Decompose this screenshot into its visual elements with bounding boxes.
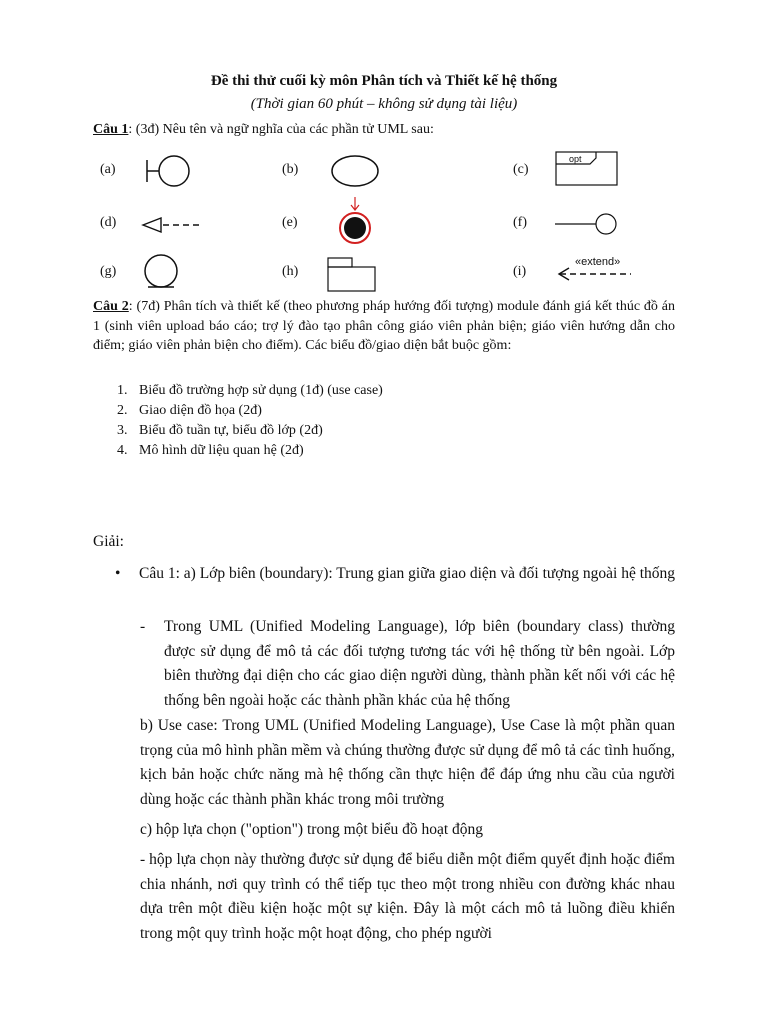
answer-q1c: c) hộp lựa chọn ("option") trong một biểu đồ hoạt động [140, 821, 484, 838]
list-item: 1. Biểu đồ trường hợp sử dụng (1đ) (use case) [117, 383, 383, 398]
opt-fragment-tag: opt [569, 154, 582, 164]
extend-tag: «extend» [575, 256, 621, 268]
symbol-label-i: (i) [513, 264, 527, 279]
answer-q1c-detail: - hộp lựa chọn này thường được sử dụng để biểu diễn một điểm quyết định hoặc điểm chia nhánh, nơi quy trình có thể tiếp tục theo một trong nhiều con đường khác nhau dựa trên một điều kiện hoặc một sự kiện. Đây là một cách mô tả luồng điều khiển trong một quy trình hoặc một hoạt động, cho phép người [140, 851, 675, 942]
symbol-label-e: (e) [282, 215, 298, 230]
symbol-label-a: (a) [100, 162, 116, 177]
symbol-label-b: (b) [282, 162, 299, 177]
entity-class-icon [140, 253, 182, 291]
question-1-label: Câu 1 [93, 122, 129, 137]
list-item: 3. Biểu đồ tuần tự, biểu đồ lớp (2đ) [117, 423, 323, 438]
question-2 [93, 297, 675, 356]
question-2-label: Câu 2 [93, 299, 129, 314]
list-item: 2. Giao diện đồ họa (2đ) [117, 403, 262, 418]
extend-arrow-icon [555, 254, 635, 284]
answer-heading: Giải: [93, 533, 124, 550]
package-icon [326, 256, 378, 294]
symbol-label-g: (g) [100, 264, 117, 279]
opt-fragment-icon [554, 150, 620, 188]
exam-title: Đề thi thử cuối kỳ môn Phân tích và Thiết kế hệ thống [210, 73, 558, 89]
answer-q1b: b) Use case: Trong UML (Unified Modeling Language), Use Case là một phần quan trọng của mô hình phần mềm và chúng thường được sử dụng để mô tả các tình huống, kịch bản hoặc chức năng mà hệ thống cần thực hiện để đáp ứng nhu cầu của người dùng hoặc các thành phần khác trong môi trường [140, 717, 675, 808]
use-case-ellipse-icon [330, 153, 380, 189]
symbol-label-c: (c) [513, 162, 529, 177]
final-node-icon [334, 195, 376, 247]
exam-subtitle: (Thời gian 60 phút – không sử dụng tài liệu) [250, 96, 518, 112]
symbol-label-h: (h) [282, 264, 299, 279]
bullet-icon: • [115, 565, 121, 582]
question-2-requirements [117, 381, 383, 461]
answer-q1a-text: Câu 1: a) Lớp biên (boundary): Trung gian giữa giao diện và đối tượng ngoài hệ thống [139, 565, 675, 582]
question-1 [93, 122, 434, 138]
list-item: 4. Mô hình dữ liệu quan hệ (2đ) [117, 443, 304, 458]
symbol-label-d: (d) [100, 215, 117, 230]
question-1-text: : (3đ) Nêu tên và ngữ nghĩa của các phần tử UML sau: [128, 122, 434, 137]
realization-arrow-icon [141, 214, 203, 236]
boundary-class-icon [143, 152, 195, 192]
dash-marker: - [140, 618, 146, 635]
symbol-label-f: (f) [513, 215, 527, 230]
question-2-text: : (7đ) Phân tích và thiết kế (theo phương pháp hướng đối tượng) module đánh giá kết thúc đồ án 1 (sinh viên upload báo cáo; trợ lý đào tạo phân công giáo viên phản biện; giáo viên hướng dẫn cho điểm; giáo viên phản biện cho điểm). Các biểu đồ/giao diện bắt buộc gồm: [93, 299, 675, 353]
interface-lollipop-icon [553, 211, 619, 237]
answer-q1a-detail-text: Trong UML (Unified Modeling Language), lớp biên (boundary class) thường được sử dụng để mô tả các đối tượng tương tác với hệ thống từ bên ngoài. Lớp biên thường đại diện cho các giao diện người dùng, thành phần kết nối với các hệ thống bên ngoài hoặc các thành phần khác của hệ thống [164, 618, 675, 709]
